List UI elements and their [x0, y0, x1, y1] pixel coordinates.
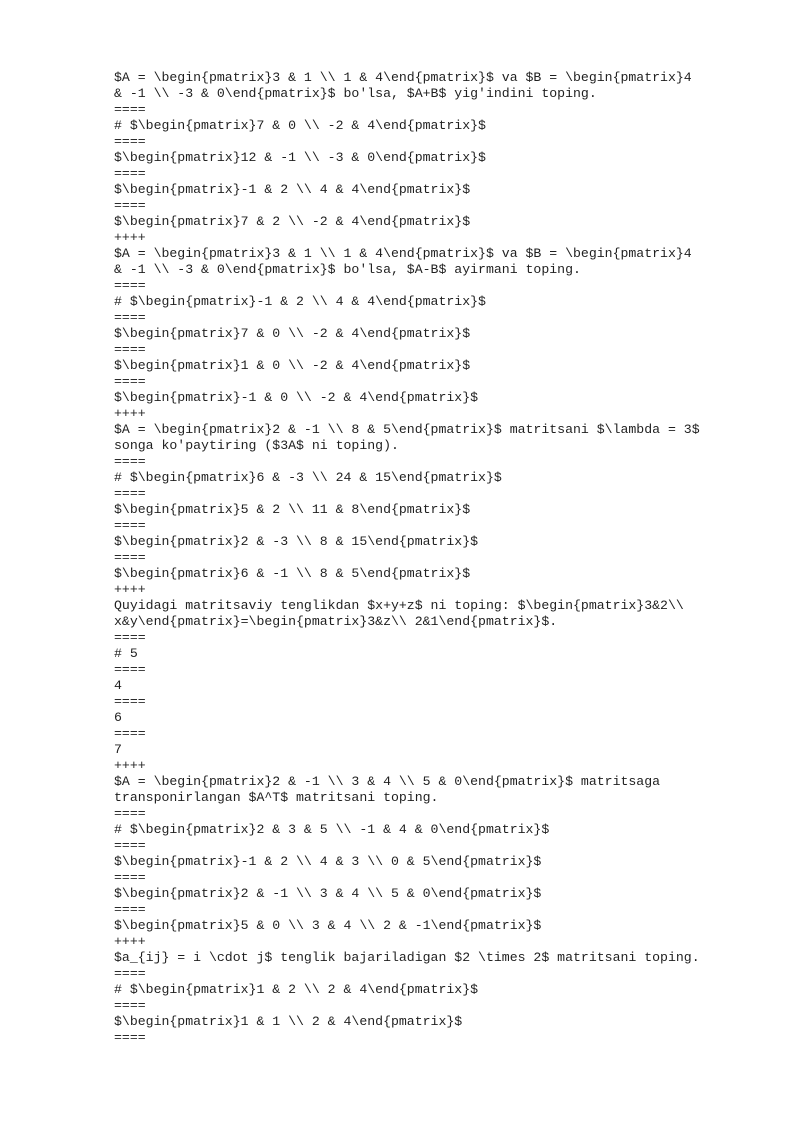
text-line: $\begin{pmatrix}5 & 0 \\ 3 & 4 \\ 2 & -1\end{pmatrix}$ [114, 918, 542, 933]
text-line: transponirlangan $A^T$ matritsani toping. [114, 790, 439, 805]
text-line: 7 [114, 742, 122, 757]
question-separator: ++++ [114, 406, 146, 421]
option-separator: ==== [114, 454, 146, 469]
text-line: $\begin{pmatrix}1 & 0 \\ -2 & 4\end{pmatrix}$ [114, 358, 471, 373]
text-line: $\begin{pmatrix}2 & -3 \\ 8 & 15\end{pmatrix}$ [114, 534, 479, 549]
option-separator: ==== [114, 310, 146, 325]
text-line: $\begin{pmatrix}-1 & 2 \\ 4 & 4\end{pmatrix}$ [114, 182, 471, 197]
correct-answer-option: # $\begin{pmatrix}6 & -3 \\ 24 & 15\end{pmatrix}$ [114, 470, 502, 485]
text-line: x&y\end{pmatrix}=\begin{pmatrix}3&z\\ 2&1\end{pmatrix}$. [114, 614, 558, 629]
option-separator: ==== [114, 518, 146, 533]
text-line: $\begin{pmatrix}7 & 0 \\ -2 & 4\end{pmatrix}$ [114, 326, 471, 341]
correct-answer-option: # $\begin{pmatrix}7 & 0 \\ -2 & 4\end{pmatrix}$ [114, 118, 486, 133]
text-line: $\begin{pmatrix}-1 & 0 \\ -2 & 4\end{pmatrix}$ [114, 390, 479, 405]
option-separator: ==== [114, 870, 146, 885]
text-line: $A = \begin{pmatrix}2 & -1 \\ 3 & 4 \\ 5 & 0\end{pmatrix}$ matritsaga [114, 774, 661, 789]
option-separator: ==== [114, 102, 146, 117]
option-separator: ==== [114, 694, 146, 709]
option-separator: ==== [114, 726, 146, 741]
option-separator: ==== [114, 662, 146, 677]
option-separator: ==== [114, 902, 146, 917]
text-line: $A = \begin{pmatrix}2 & -1 \\ 8 & 5\end{pmatrix}$ matritsani $\lambda = 3$ [114, 422, 700, 437]
text-line: songa ko'paytiring ($3A$ ni toping). [114, 438, 399, 453]
option-separator: ==== [114, 1030, 146, 1045]
correct-answer-option: # $\begin{pmatrix}-1 & 2 \\ 4 & 4\end{pmatrix}$ [114, 294, 486, 309]
option-separator: ==== [114, 166, 146, 181]
text-line: $\begin{pmatrix}5 & 2 \\ 11 & 8\end{pmatrix}$ [114, 502, 471, 517]
text-line: $A = \begin{pmatrix}3 & 1 \\ 1 & 4\end{pmatrix}$ va $B = \begin{pmatrix}4 [114, 246, 692, 261]
text-line: 4 [114, 678, 122, 693]
text-line: & -1 \\ -3 & 0\end{pmatrix}$ bo'lsa, $A+B$ yig'indini toping. [114, 86, 597, 101]
option-separator: ==== [114, 134, 146, 149]
correct-answer-option: # $\begin{pmatrix}2 & 3 & 5 \\ -1 & 4 & 0\end{pmatrix}$ [114, 822, 550, 837]
option-separator: ==== [114, 630, 146, 645]
text-line: $A = \begin{pmatrix}3 & 1 \\ 1 & 4\end{pmatrix}$ va $B = \begin{pmatrix}4 [114, 70, 692, 85]
text-line: 6 [114, 710, 122, 725]
text-line: $\begin{pmatrix}1 & 1 \\ 2 & 4\end{pmatrix}$ [114, 1014, 463, 1029]
question-separator: ++++ [114, 758, 146, 773]
question-separator: ++++ [114, 934, 146, 949]
text-line: & -1 \\ -3 & 0\end{pmatrix}$ bo'lsa, $A-B$ ayirmani toping. [114, 262, 581, 277]
text-line: Quyidagi matritsaviy tenglikdan $x+y+z$ ni toping: $\begin{pmatrix}3&2\\ [114, 598, 684, 613]
option-separator: ==== [114, 374, 146, 389]
question-separator: ++++ [114, 582, 146, 597]
text-line: $\begin{pmatrix}2 & -1 \\ 3 & 4 \\ 5 & 0\end{pmatrix}$ [114, 886, 542, 901]
option-separator: ==== [114, 838, 146, 853]
text-line: $a_{ij} = i \cdot j$ tenglik bajariladigan $2 \times 2$ matritsani toping. [114, 950, 700, 965]
option-separator: ==== [114, 998, 146, 1013]
option-separator: ==== [114, 278, 146, 293]
document-page [114, 70, 774, 1046]
text-line: $\begin{pmatrix}6 & -1 \\ 8 & 5\end{pmatrix}$ [114, 566, 471, 581]
option-separator: ==== [114, 198, 146, 213]
text-line: $\begin{pmatrix}7 & 2 \\ -2 & 4\end{pmatrix}$ [114, 214, 471, 229]
option-separator: ==== [114, 806, 146, 821]
correct-answer-option: # $\begin{pmatrix}1 & 2 \\ 2 & 4\end{pmatrix}$ [114, 982, 479, 997]
option-separator: ==== [114, 550, 146, 565]
text-line: $\begin{pmatrix}12 & -1 \\ -3 & 0\end{pmatrix}$ [114, 150, 486, 165]
option-separator: ==== [114, 486, 146, 501]
text-line: $\begin{pmatrix}-1 & 2 \\ 4 & 3 \\ 0 & 5\end{pmatrix}$ [114, 854, 542, 869]
option-separator: ==== [114, 966, 146, 981]
correct-answer-option: # 5 [114, 646, 138, 661]
option-separator: ==== [114, 342, 146, 357]
question-separator: ++++ [114, 230, 146, 245]
